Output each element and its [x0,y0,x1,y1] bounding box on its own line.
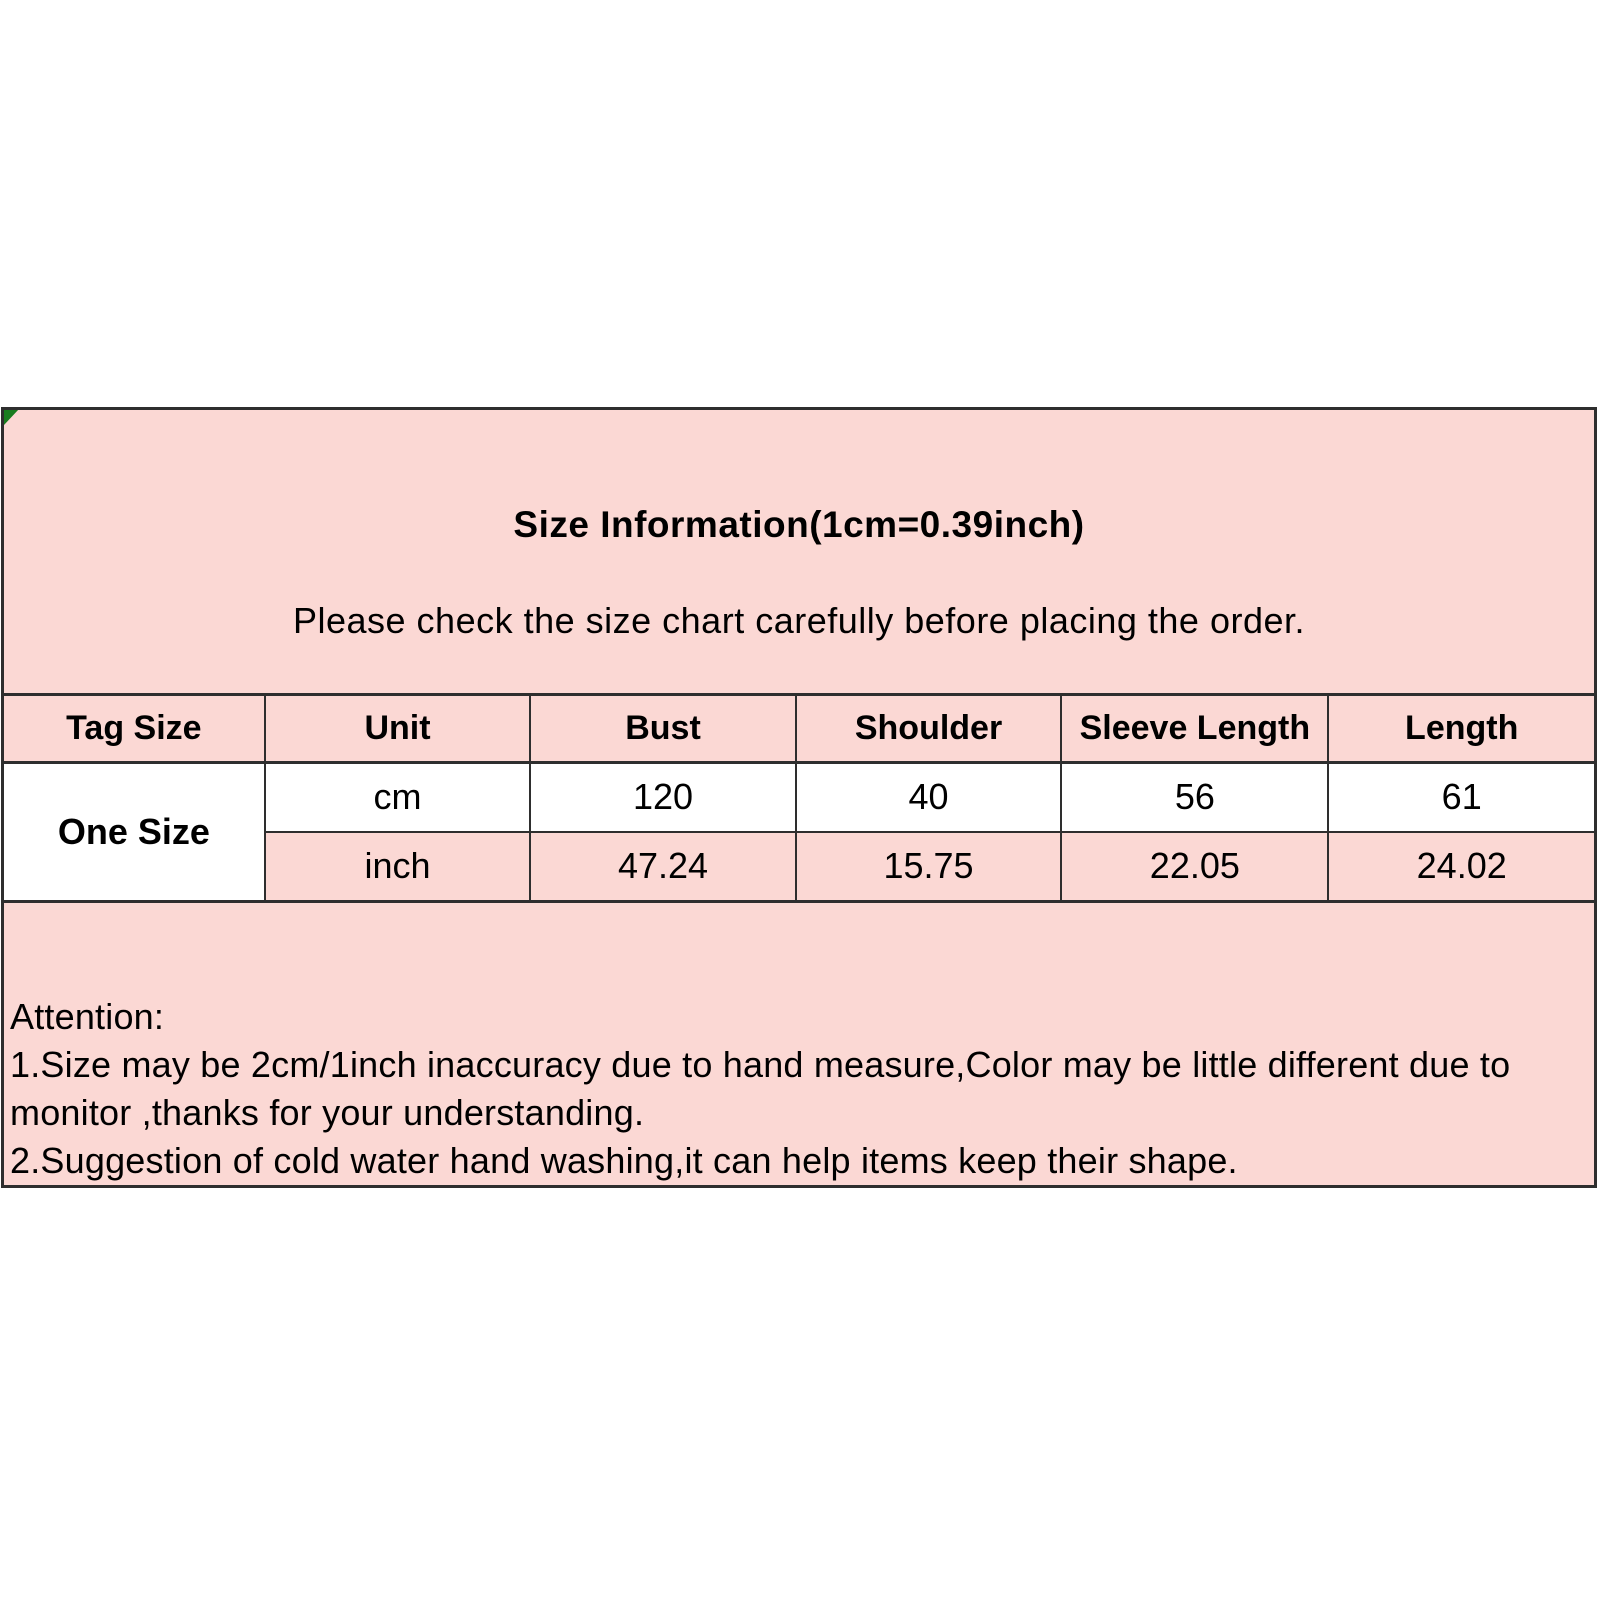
value-cell-sleeve-length-inch: 22.05 [1061,832,1328,902]
page-title: Size Information(1cm=0.39inch) [513,504,1085,545]
attention-area [4,903,1594,1185]
column-header-shoulder: Shoulder [796,695,1062,763]
column-header-tag-size: Tag Size [4,695,265,763]
size-table [4,693,1594,903]
value-cell-sleeve-length-cm: 56 [1061,763,1328,832]
attention-line-3: 2.Suggestion of cold water hand washing,it can help items keep their shape. [10,1140,1238,1181]
table-header-row [4,695,1594,763]
title-area [4,410,1594,693]
attention-line-1: 1.Size may be 2cm/1inch inaccuracy due to hand measure,Color may be little different due to [10,1044,1511,1085]
unit-cell-cm: cm [265,763,531,832]
column-header-length: Length [1328,695,1594,763]
size-chart-sheet [1,407,1597,1188]
table-row-cm [4,763,1594,832]
column-header-bust: Bust [530,695,796,763]
unit-cell-inch: inch [265,832,531,902]
value-cell-bust-inch: 47.24 [530,832,796,902]
green-corner-marker-icon [3,409,19,426]
attention-heading: Attention: [10,996,165,1037]
value-cell-shoulder-inch: 15.75 [796,832,1062,902]
tag-size-cell: One Size [4,763,265,902]
column-header-unit: Unit [265,695,531,763]
column-header-sleeve-length: Sleeve Length [1061,695,1328,763]
attention-line-2: monitor ,thanks for your understanding. [10,1092,645,1133]
value-cell-bust-cm: 120 [530,763,796,832]
page-subtitle: Please check the size chart carefully before placing the order. [292,600,1306,641]
value-cell-length-inch: 24.02 [1328,832,1594,902]
value-cell-length-cm: 61 [1328,763,1594,832]
value-cell-shoulder-cm: 40 [796,763,1062,832]
